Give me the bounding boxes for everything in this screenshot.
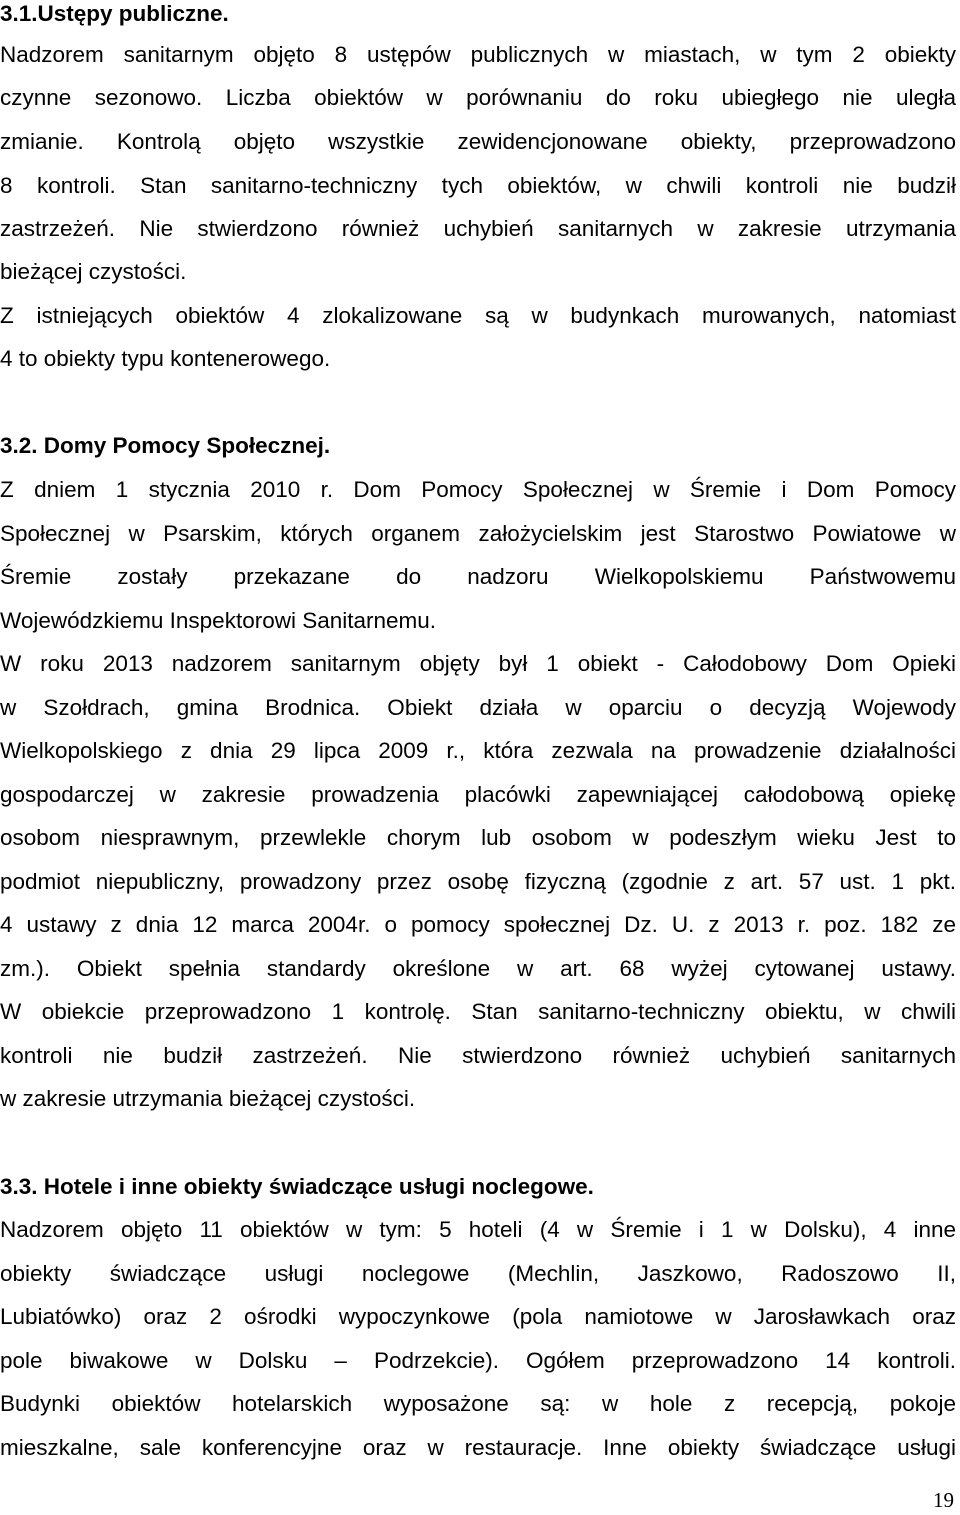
- paragraph-line: gospodarczej w zakresie prowadzenia placówki zapewniającej całodobową opiekę: [0, 782, 956, 807]
- paragraph-line: pole biwakowe w Dolsku – Podrzekcie). Ogółem przeprowadzono 14 kontroli.: [0, 1348, 956, 1373]
- paragraph-line: Społecznej w Psarskim, których organem założycielskim jest Starostwo Powiatowe w: [0, 521, 956, 546]
- paragraph-line: Śremie zostały przekazane do nadzoru Wielkopolskiemu Państwowemu: [0, 564, 956, 589]
- paragraph-line: zmianie. Kontrolą objęto wszystkie zewidencjonowane obiekty, przeprowadzono: [0, 129, 956, 154]
- paragraph-line: w Szołdrach, gmina Brodnica. Obiekt działa w oparciu o decyzją Wojewody: [0, 695, 956, 720]
- section-heading-3-2: 3.2. Domy Pomocy Społecznej.: [0, 433, 331, 458]
- paragraph-line: 4 to obiekty typu kontenerowego.: [0, 346, 331, 371]
- paragraph-line: Nadzorem sanitarnym objęto 8 ustępów publicznych w miastach, w tym 2 obiekty: [0, 42, 956, 67]
- paragraph-line: Z istniejących obiektów 4 zlokalizowane są w budynkach murowanych, natomiast: [0, 303, 956, 328]
- paragraph-line: Wielkopolskiego z dnia 29 lipca 2009 r., która zezwala na prowadzenie działalności: [0, 738, 956, 763]
- paragraph-line: Wojewódzkiemu Inspektorowi Sanitarnemu.: [0, 608, 437, 633]
- paragraph-line: mieszkalne, sale konferencyjne oraz w restauracje. Inne obiekty świadczące usługi: [0, 1435, 956, 1460]
- paragraph-line: 4 ustawy z dnia 12 marca 2004r. o pomocy społecznej Dz. U. z 2013 r. poz. 182 ze: [0, 912, 956, 937]
- paragraph-line: W roku 2013 nadzorem sanitarnym objęty był 1 obiekt - Całodobowy Dom Opieki: [0, 651, 956, 676]
- paragraph-line: osobom niesprawnym, przewlekle chorym lub osobom w podeszłym wieku Jest to: [0, 825, 956, 850]
- page-number: 19: [933, 1488, 954, 1512]
- paragraph-line: 8 kontroli. Stan sanitarno-techniczny tych obiektów, w chwili kontroli nie budził: [0, 173, 956, 198]
- paragraph-line: podmiot niepubliczny, prowadzony przez osobę fizyczną (zgodnie z art. 57 ust. 1 pkt.: [0, 869, 956, 894]
- paragraph-line: Nadzorem objęto 11 obiektów w tym: 5 hoteli (4 w Śremie i 1 w Dolsku), 4 inne: [0, 1217, 956, 1242]
- paragraph-line: Lubiatówko) oraz 2 ośrodki wypoczynkowe (pola namiotowe w Jarosławkach oraz: [0, 1304, 956, 1329]
- paragraph-line: zastrzeżeń. Nie stwierdzono również uchybień sanitarnych w zakresie utrzymania: [0, 216, 956, 241]
- paragraph-line: obiekty świadczące usługi noclegowe (Mechlin, Jaszkowo, Radoszowo II,: [0, 1261, 956, 1286]
- paragraph-line: czynne sezonowo. Liczba obiektów w porównaniu do roku ubiegłego nie uległa: [0, 85, 956, 110]
- paragraph-line: zm.). Obiekt spełnia standardy określone w art. 68 wyżej cytowanej ustawy.: [0, 956, 956, 981]
- paragraph-line: w zakresie utrzymania bieżącej czystości.: [0, 1086, 416, 1111]
- paragraph-line: bieżącej czystości.: [0, 259, 187, 284]
- section-heading-3-1: 3.1.Ustępy publiczne.: [0, 1, 229, 26]
- paragraph-line: Budynki obiektów hotelarskich wyposażone są: w hole z recepcją, pokoje: [0, 1391, 956, 1416]
- paragraph-line: Z dniem 1 stycznia 2010 r. Dom Pomocy Społecznej w Śremie i Dom Pomocy: [0, 477, 956, 502]
- paragraph-line: kontroli nie budził zastrzeżeń. Nie stwierdzono również uchybień sanitarnych: [0, 1043, 956, 1068]
- section-heading-3-3: 3.3. Hotele i inne obiekty świadczące usługi noclegowe.: [0, 1174, 594, 1199]
- paragraph-line: W obiekcie przeprowadzono 1 kontrolę. Stan sanitarno-techniczny obiektu, w chwili: [0, 999, 956, 1024]
